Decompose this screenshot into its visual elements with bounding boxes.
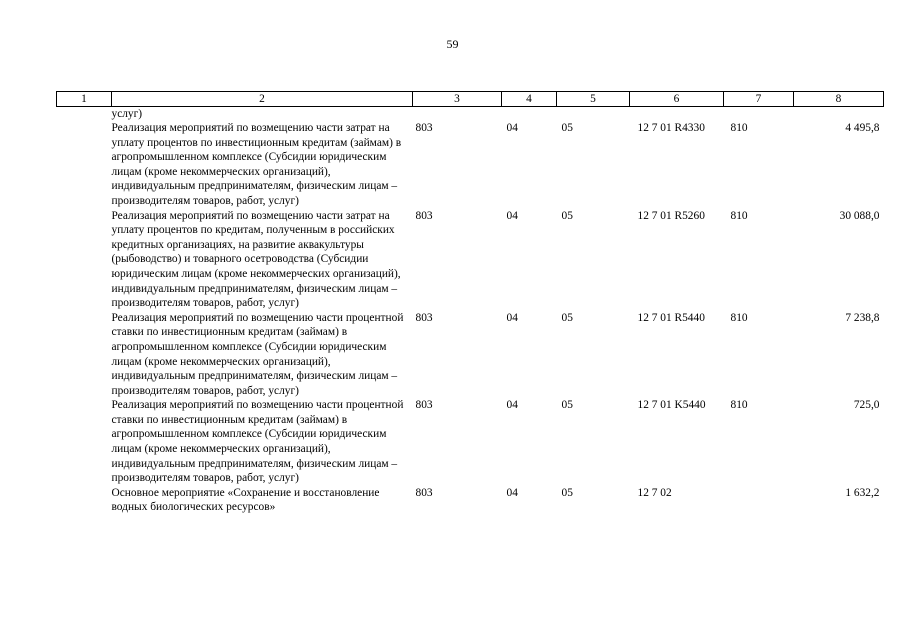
- table-body: [57, 107, 884, 516]
- table-row: [57, 121, 884, 209]
- row-section: 04: [506, 486, 518, 499]
- continuation-row: [57, 107, 884, 122]
- row-expense-type: [724, 486, 794, 515]
- column-header-7: 7: [724, 92, 794, 107]
- table-row: [57, 486, 884, 515]
- row-section: 04: [506, 209, 518, 222]
- row-admin-code: 803: [415, 209, 433, 222]
- row-amount: 1 632,2: [845, 486, 880, 499]
- page-number: 59: [446, 37, 459, 51]
- row-description: Основное мероприятие «Сохранение и восстановление водных биологических ресурсов»: [111, 486, 380, 514]
- row-expense-type: 810: [730, 399, 748, 412]
- row-target-article: 12 7 01 K5440: [637, 399, 706, 412]
- row-amount: 7 238,8: [845, 311, 880, 324]
- column-header-1: 1: [57, 92, 112, 107]
- column-header-8: 8: [794, 92, 884, 107]
- budget-table: [56, 91, 884, 515]
- row-section: 04: [506, 122, 518, 134]
- row-amount: 725,0: [853, 399, 880, 412]
- row-amount: 4 495,8: [845, 122, 880, 134]
- header-row: [57, 92, 884, 107]
- column-header-5: 5: [557, 92, 630, 107]
- row-subsection: 05: [561, 486, 573, 499]
- row-expense-type: 810: [730, 311, 748, 324]
- column-header-3: 3: [413, 92, 502, 107]
- continuation-text: услуг): [111, 108, 143, 120]
- row-subsection: 05: [561, 122, 573, 134]
- table-row: [57, 209, 884, 311]
- row-admin-code: 803: [415, 486, 433, 499]
- table-header: [57, 92, 884, 107]
- row-section: 04: [506, 311, 518, 324]
- column-header-6: 6: [630, 92, 724, 107]
- row-target-article: 12 7 01 R5260: [637, 209, 705, 222]
- row-description: Реализация мероприятий по возмещению части затрат на уплату процентов по инвестиционным кредитам (займам) в агропромышленном комплексе (Субсидии юридическим лицам (кроме некоммерческих организаций), индивидуальным предпринимателям, физическим лицам – производителям товаров, работ, услуг): [111, 122, 402, 207]
- row-subsection: 05: [561, 209, 573, 222]
- row-subsection: 05: [561, 399, 573, 412]
- row-description: Реализация мероприятий по возмещению части затрат на уплату процентов по кредитам, полученным в российских кредитных организациях, на развитие аквакультуры (рыбоводство) и товарного осетроводства (Субсидии юридическим лицам (кроме некоммерческих организаций), индивидуальным предпринимателям, физическим лицам – производителям товаров, работ, услуг): [111, 209, 401, 310]
- row-description: Реализация мероприятий по возмещению части процентной ставки по инвестиционным кредитам (займам) в агропромышленном комплексе (Субсидии юридическим лицам (кроме некоммерческих организаций), индивидуальным предпринимателям, физическим лицам – производителям товаров, работ, услуг): [111, 311, 404, 397]
- row-subsection: 05: [561, 311, 573, 324]
- row-expense-type: 810: [730, 209, 748, 222]
- table-row: [57, 398, 884, 486]
- column-header-4: 4: [502, 92, 557, 107]
- row-admin-code: 803: [415, 399, 433, 412]
- row-target-article: 12 7 01 R5440: [637, 311, 705, 324]
- row-admin-code: 803: [415, 311, 433, 324]
- table-row: [57, 311, 884, 399]
- row-section: 04: [506, 399, 518, 412]
- column-header-2: 2: [112, 92, 413, 107]
- row-admin-code: 803: [415, 122, 433, 134]
- row-description: Реализация мероприятий по возмещению части процентной ставки по инвестиционным кредитам (займам) в агропромышленном комплексе (Субсидии юридическим лицам (кроме некоммерческих организаций), индивидуальным предпринимателям, физическим лицам – производителям товаров, работ, услуг): [111, 399, 404, 485]
- row-expense-type: 810: [730, 122, 748, 134]
- row-target-article: 12 7 02: [637, 486, 672, 499]
- row-target-article: 12 7 01 R4330: [637, 122, 705, 134]
- row-amount: 30 088,0: [839, 209, 880, 222]
